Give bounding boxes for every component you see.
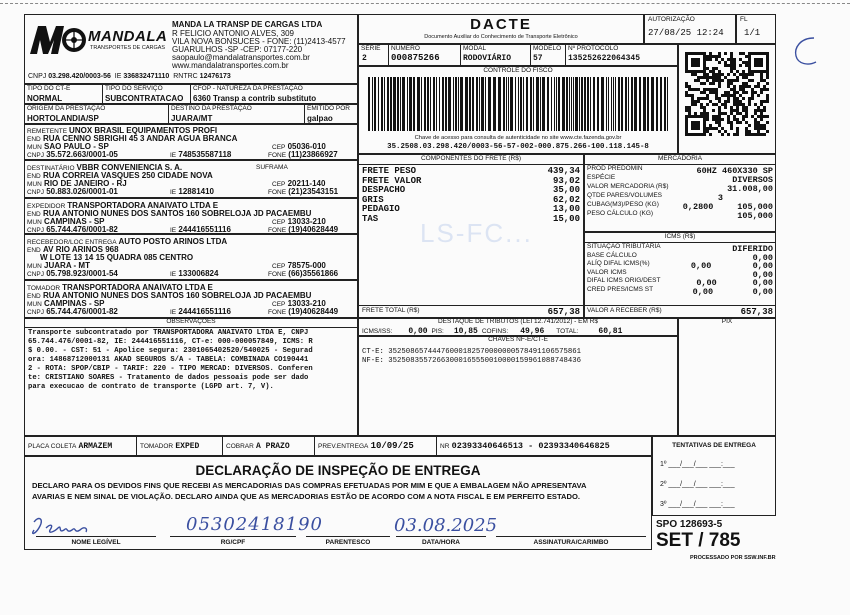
obs-line: 65.744.476/0001-82, IE: 244416551116, CT-e: 000-000057849, ICMS: R xyxy=(28,338,313,346)
ie-label: IE xyxy=(114,73,122,80)
frete-item xyxy=(362,205,580,215)
cubag-label: CUBAG(M3)/PESO (KG) xyxy=(587,201,659,208)
recebedor-end: AV RIO ARINOS 968 xyxy=(42,245,119,254)
obs-line: $ 0.00. - CST: 51 - Apolice segura: 2301065402520/540025 - Segurad xyxy=(28,347,313,355)
destinatario-ie-row: IE 12881410 xyxy=(170,187,214,196)
remetente-label: REMETENTE xyxy=(27,128,68,135)
remetente-fone-row: FONE (11)23866927 xyxy=(268,150,338,159)
tipo-serv-value: SUBCONTRATACAO xyxy=(105,94,184,103)
destinatario-end-row: END RUA CORREIA VASQUES 250 CIDADE NOVA xyxy=(27,171,213,180)
base-label: BASE CÁLCULO xyxy=(587,251,637,259)
rg-label: RG/CPF xyxy=(220,539,246,546)
expedidor-cep-row: CEP 13033-210 xyxy=(272,217,326,226)
obs-line: ora: 14868712000131 AKAD SEGUROS S/A - TABELA: COMBINADA CO190441 xyxy=(28,356,309,364)
expedidor-cnpj-row: CNPJ 65.744.476/0001-82 xyxy=(27,225,118,234)
expedidor-cep: 13033-210 xyxy=(287,217,326,226)
remetente-ie-row: IE 748535587118 xyxy=(170,150,232,159)
destinatario-end: RUA CORREIA VASQUES 250 CIDADE NOVA xyxy=(42,171,213,180)
destinatario-cep: 20211-140 xyxy=(287,179,326,188)
mercadoria-rows xyxy=(587,166,773,220)
tomador-fone: (19)40628449 xyxy=(288,307,339,316)
cubag-value: 0,2800 xyxy=(682,202,714,212)
valor-icms-value: 0,00 xyxy=(752,269,773,280)
controle-fisco-label: CONTROLE DO FISCO xyxy=(483,67,553,74)
frete-total-value: 657,38 xyxy=(547,307,580,317)
aliq-label: ALÍQ DIFAL ICMS(%) xyxy=(587,260,650,267)
icms-label: ICMS (R$) xyxy=(664,233,696,240)
remetente-cep-row: CEP 05036-010 xyxy=(272,142,326,151)
recebedor-label: RECEBEDOR/LOC ENTREGA xyxy=(27,239,117,246)
pix-label: PIX xyxy=(721,318,733,325)
icms-rows xyxy=(587,244,773,295)
nfe-key: 35250835572663000165550010000159961088748436 xyxy=(388,357,581,365)
situacao-value: DIFERIDO xyxy=(732,244,773,254)
tipo-cte-label: TIPO DO CT-E xyxy=(27,85,71,92)
receber-row xyxy=(587,307,773,317)
protocolo-value: 135252622064345 xyxy=(568,54,641,63)
destinatario-name: VBBR CONVENIENCIA S. A. xyxy=(76,163,183,172)
nr-field: NR 02393340646513 - 02393340646825 xyxy=(440,441,610,451)
nfe-key-row: NF-E: 35250835572663000165550010000159961088748436 xyxy=(362,357,581,365)
expedidor-ie-row: IE 244416551116 xyxy=(170,225,231,234)
frete-item-value: 62,02 xyxy=(552,194,580,205)
recebedor-fone: (66)35561866 xyxy=(288,269,339,278)
modal-label: MODAL xyxy=(463,45,487,52)
cfop-label: CFOP - NATUREZA DA PRESTAÇÃO xyxy=(193,85,303,92)
remetente-cnpj-row: CNPJ 35.572.663/0001-05 xyxy=(27,150,118,159)
remetente-end: RUA CENNO SBRIGHI 45 3 ANDAR AGUA BRANCA xyxy=(42,134,238,143)
destinatario-suframa: SUFRAMA xyxy=(256,164,288,171)
valor-icms-label: VALOR ICMS xyxy=(587,268,627,276)
modal-value: RODOVIÁRIO xyxy=(463,54,512,63)
frete-label: COMPONENTES DO FRETE (R$) xyxy=(420,155,522,162)
dacte-title: DACTE xyxy=(470,16,532,33)
declaracao-title: DECLARAÇÃO DE INSPEÇÃO DE ENTREGA xyxy=(195,463,481,478)
recebedor-name: AUTO POSTO ARINOS LTDA xyxy=(118,237,228,246)
rntrc-label: RNTRC xyxy=(173,73,198,80)
remetente-ie: 748535587118 xyxy=(178,150,232,159)
destinatario-mun: RIO DE JANEIRO - RJ xyxy=(44,179,127,188)
receber-label: VALOR A RECEBER (R$) xyxy=(587,307,662,314)
tributos-label: DESTAQUE DE TRIBUTOS (LEI 12.741/2012) - EM R$ xyxy=(437,318,599,325)
peso-calc-value: 105,000 xyxy=(737,211,773,221)
destinatario-mun-row: MUN RIO DE JANEIRO - RJ xyxy=(27,179,127,188)
tomador-cep-row: CEP 13033-210 xyxy=(272,299,326,308)
frete-item-name: PEDAGIO xyxy=(362,204,400,214)
difal-value: 0,00 xyxy=(696,278,717,288)
recebedor-cnpj: 05.798.923/0001-54 xyxy=(46,269,118,278)
frete-total-row xyxy=(362,307,580,317)
expedidor-mun: CAMPINAS - SP xyxy=(44,217,105,226)
handwritten-date: 03.08.2025 xyxy=(394,515,498,536)
tomador-mun: CAMPINAS - SP xyxy=(44,299,105,308)
nome-label: NOME LEGÍVEL xyxy=(71,539,121,546)
especie-label: ESPÉCIE xyxy=(587,174,616,181)
barcode-icon xyxy=(368,77,668,131)
qtde-value: 3 xyxy=(717,193,723,203)
remetente-fone: (11)23866927 xyxy=(288,150,338,159)
cred-value: 0,00 xyxy=(692,286,714,297)
frete-item-name: FRETE PESO xyxy=(362,166,417,176)
tomador-field: TOMADOR EXPED xyxy=(140,442,200,451)
destinatario-cnpj-row: CNPJ 50.883.026/0001-01 xyxy=(27,187,118,196)
cfop-value: 6360 Transp a contrib substituto xyxy=(193,94,317,103)
fl-label: FL xyxy=(740,16,748,23)
recebedor-end2: W LOTE 13 14 15 QUADRA 085 CENTRO xyxy=(40,253,194,262)
recebedor-mun: JUARA - MT xyxy=(44,261,90,270)
expedidor-fone: (19)40628449 xyxy=(288,225,339,234)
qtde-label: QTDE PARES/VOLUMES xyxy=(587,192,663,199)
remetente-cnpj: 35.572.663/0001-05 xyxy=(46,150,118,159)
peso-calc-label: PESO CÁLCULO (KG) xyxy=(587,210,654,217)
prod-label: PROD PREDOMIN xyxy=(587,165,643,172)
frete-item-value: 439,34 xyxy=(547,166,580,176)
coleta-field: PLACA COLETA ARMAZEM xyxy=(28,442,113,451)
frete-item-name: GRIS xyxy=(362,194,384,205)
destinatario-fone-row: FONE (21)23543151 xyxy=(268,187,339,196)
frete-item-name: DESPACHO xyxy=(362,185,406,195)
expedidor-name: TRANSPORTADORA ANAIVATO LTDA E xyxy=(67,201,219,210)
company-district-phone: VILA NOVA BONSUCES - FONE: (11)2413-4577 xyxy=(172,37,346,46)
remetente-mun: SAO PAULO - SP xyxy=(44,142,109,151)
autorizacao-value: 27/08/25 12:24 xyxy=(648,28,724,38)
recebedor-cnpj-row: CNPJ 05.798.923/0001-54 xyxy=(27,269,118,278)
recebedor-end-row: END AV RIO ARINOS 968 xyxy=(27,245,119,254)
destinatario-cep-row: CEP 20211-140 xyxy=(272,179,326,188)
pix-box xyxy=(678,318,776,436)
expedidor-end-row: END RUA ANTONIO NUNES DOS SANTOS 160 SOBRELOJA JD PACAEMBU xyxy=(27,209,312,218)
handwritten-name-signature xyxy=(28,512,98,542)
cred2-value: 0,00 xyxy=(752,286,773,297)
emitido-value: galpao xyxy=(307,114,333,123)
tentativa-item xyxy=(660,475,772,495)
protocolo-label: Nº PROTOCOLO xyxy=(568,45,619,52)
frete-item-name: FRETE VALOR xyxy=(362,175,422,186)
numero-value: 000875266 xyxy=(391,53,440,63)
autorizacao-label: AUTORIZAÇÃO xyxy=(648,16,695,23)
modelo-label: MODELO xyxy=(533,45,562,52)
destinatario-label: DESTINATÁRIO xyxy=(27,165,75,172)
expedidor-end: RUA ANTONIO NUNES DOS SANTOS 160 SOBRELOJA JD PACAEMBU xyxy=(42,209,312,218)
destinatario-cnpj: 50.883.026/0001-01 xyxy=(46,187,118,196)
footer-processado: PROCESSADO POR SSW.INF.BR xyxy=(690,555,776,561)
chaves-label: CHAVES NF-E/CT-E xyxy=(488,336,548,343)
serie-label: SÉRIE xyxy=(361,45,381,52)
tomador-name: TRANSPORTADORA ANAIVATO LTDA E xyxy=(62,283,213,292)
tomador-mun-row: MUN CAMPINAS - SP xyxy=(27,299,105,308)
destino-value: JUARA/MT xyxy=(171,114,213,123)
set-code: SET / 785 xyxy=(656,530,741,551)
cnpj-label: CNPJ xyxy=(28,73,47,80)
expedidor-cnpj: 65.744.476/0001-82 xyxy=(46,225,118,234)
spo-code: SPO 128693-5 xyxy=(656,519,723,530)
frete-item-value: 13,00 xyxy=(552,204,580,214)
handwritten-rg: 05302418190 xyxy=(186,514,323,535)
prev-entrega-field: PREV.ENTREGA 10/09/25 xyxy=(318,441,414,451)
obs-line: te: CRISTIANO SOARES - Tratamento de dados pessoais pode ser dado xyxy=(28,374,309,382)
recebedor-ie-row: IE 133006824 xyxy=(170,269,219,278)
frete-item-value: 93,02 xyxy=(552,175,580,186)
valor-merc-value: 31.008,00 xyxy=(727,184,773,194)
tomador-cnpj-row: CNPJ 65.744.476/0001-82 xyxy=(27,307,118,316)
tributos-icmsiss: 0,00 xyxy=(408,327,428,336)
modelo-value: 57 xyxy=(533,54,543,63)
expedidor-ie: 244416551116 xyxy=(178,225,231,234)
obs-line: 2 - ROTA: SPOP/CBIP - TARIF: 220 - TIPO MERCAD: DIVERSOS. Conferen xyxy=(28,365,313,373)
consulta-text: Chave de acesso para consulta de autenticidade no site www.cte.fazenda.gov.br xyxy=(414,135,622,141)
recebedor-cep-row: CEP 78575-000 xyxy=(272,261,326,270)
chave-acesso: 35.2508.03.298.420/0003-56-57-002-000.875.266-100.118.145-8 xyxy=(387,143,649,151)
aliq-value: 0,00 xyxy=(690,261,712,271)
tributos-total: 60,81 xyxy=(598,327,623,336)
tomador-cnpj: 65.744.476/0001-82 xyxy=(46,307,118,316)
obs-line: para execucao de contrato de transporte (LGPD art. 7, V). xyxy=(28,383,274,391)
origem-label: ORIGEM DA PRESTAÇÃO xyxy=(27,105,106,112)
tomador-ie: 244416551116 xyxy=(178,307,231,316)
tentativas-label: TENTATIVAS DE ENTREGA xyxy=(672,442,756,449)
cobrar-field: COBRAR A PRAZO xyxy=(226,442,290,451)
tributos-pis: 10,85 xyxy=(453,327,478,336)
especie-value: DIVERSOS xyxy=(732,175,773,185)
company-address: R FELICIO ANTONIO ALVES, 309 xyxy=(172,29,294,38)
company-name: MANDA LA TRANSP DE CARGAS LTDA xyxy=(172,20,323,29)
recebedor-cep: 78575-000 xyxy=(287,261,326,270)
company-site: www.mandalatransportes.com.br xyxy=(172,61,289,70)
qr-code-icon xyxy=(685,52,769,136)
cut-line xyxy=(0,3,850,4)
remetente-end-row: END RUA CENNO SBRIGHI 45 3 ANDAR AGUA BRANCA xyxy=(27,134,238,143)
remetente-mun-row: MUN SAO PAULO - SP xyxy=(27,142,109,151)
destinatario-ie: 12881410 xyxy=(178,187,214,196)
declaracao-line2: AVARIAS E NEM SINAL DE VIOLAÇÃO. DECLARO AINDA QUE AS MERCADORIAS ESTÃO DE ACORDO COM A NOTA FISCAL E EM PERFEITO ESTADO. xyxy=(32,492,581,501)
tentativa-number: 3º xyxy=(660,501,669,508)
expedidor-label: EXPEDIDOR xyxy=(27,203,66,210)
company-id-row xyxy=(28,73,231,81)
tomador-label: TOMADOR xyxy=(27,285,61,292)
obs-text xyxy=(28,329,356,392)
mercadoria-label: MERCADORIA xyxy=(657,155,703,162)
tentativa-number: 2º xyxy=(660,481,669,488)
base-value: 0,00 xyxy=(752,252,773,263)
difal-label: DIFAL ICMS ORIG/DEST xyxy=(587,277,661,284)
dacte-subtitle: Documento Auxiliar do Conhecimento de Transporte Eletrônico xyxy=(424,34,578,40)
destino-label: DESTINO DA PRESTAÇÃO xyxy=(171,105,252,112)
tentativa-blank: ___/___/___ ___:___ xyxy=(668,481,735,488)
tomador-end-row: END RUA ANTONIO NUNES DOS SANTOS 160 SOBRELOJA JD PACAEMBU xyxy=(27,291,312,300)
declaracao-line1: DECLARO PARA OS DEVIDOS FINS QUE RECEBI AS MERCADORIAS DAS COMPRAS EFETUADAS POR MIM E QUE A EMBALAGEM NÃO APRESENTAVA xyxy=(32,481,587,490)
tipo-serv-label: TIPO DO SERVIÇO xyxy=(105,85,163,92)
pen-mark xyxy=(790,34,820,70)
cred-label: CRED PRES/ICMS ST xyxy=(587,285,654,293)
expedidor-mun-row: MUN CAMPINAS - SP xyxy=(27,217,105,226)
remetente-cep: 05036-010 xyxy=(287,142,326,151)
tomador-cep: 13033-210 xyxy=(287,299,326,308)
tentativa-blank: ___/___/___ ___:___ xyxy=(668,501,735,508)
tomador-end: RUA ANTONIO NUNES DOS SANTOS 160 SOBRELOJA JD PACAEMBU xyxy=(42,291,312,300)
obs-line: Transporte subcontratado por TRANSPORTADORA ANAIVATO LTDA E, CNPJ xyxy=(28,329,309,337)
prod-value: 60HZ 460X330 SP xyxy=(696,166,773,176)
tributos-row: ICMS/ISS: 0,00 PIS: 10,85 COFINS: 49,96 TOTAL: 60,81 xyxy=(362,327,623,336)
cte-key-row: CT-E: 35250865744476000182570000000578491106575861 xyxy=(362,348,581,356)
logo-text: MANDALA xyxy=(88,28,168,45)
recebedor-fone-row: FONE (66)35561866 xyxy=(268,269,339,278)
remetente-name: UNOX BRASIL EQUIPAMENTOS PROFI xyxy=(69,126,218,135)
peso-value: 105,000 xyxy=(737,202,773,212)
numero-label: NÚMERO xyxy=(391,45,420,52)
destinatario-fone: (21)23543151 xyxy=(288,187,339,196)
emitido-label: EMITIDO POR xyxy=(307,105,350,112)
tentativas-list xyxy=(660,455,772,515)
logo-subtext: TRANSPORTES DE CARGAS xyxy=(90,45,166,51)
origem-value: HORTOLANDIA/SP xyxy=(27,114,99,123)
data-label: DATA/HORA xyxy=(421,539,461,546)
frete-total-label: FRETE TOTAL (R$) xyxy=(362,307,420,314)
tentativa-number: 1º xyxy=(660,461,669,468)
fl-value: 1/1 xyxy=(744,28,761,38)
expedidor-fone-row: FONE (19)40628449 xyxy=(268,225,339,234)
tomador-fone-row: FONE (19)40628449 xyxy=(268,307,339,316)
cte-key: 35250865744476000182570000000578491106575861 xyxy=(388,348,581,356)
company-cnpj: 03.298.420/0003-56 xyxy=(48,73,111,80)
aliq2-value: 0,00 xyxy=(752,261,773,271)
company-rntrc: 12476173 xyxy=(199,73,231,80)
recebedor-mun-row: MUN JUARA - MT xyxy=(27,261,90,270)
tomador-ie-row: IE 244416551116 xyxy=(170,307,231,316)
tentativa-blank: ___/___/___ ___:___ xyxy=(668,461,735,468)
frete-item-value: 35,00 xyxy=(552,185,580,195)
difal2-value: 0,00 xyxy=(752,278,773,288)
tipo-cte-value: NORMAL xyxy=(27,94,63,103)
frete-item xyxy=(362,186,580,196)
frete-item-value: 15,00 xyxy=(552,213,580,224)
company-ie: 336832471110 xyxy=(123,73,170,80)
frete-item-name: TAS xyxy=(362,213,379,224)
valor-merc-label: VALOR MERCADORIA (R$) xyxy=(587,183,669,190)
assinatura-label: ASSINATURA/CARIMBO xyxy=(533,539,609,546)
company-email: saopaulo@mandalatransportes.com.br xyxy=(172,53,310,62)
receber-value: 657,38 xyxy=(740,307,773,317)
obs-label: OBSERVAÇÕES xyxy=(166,318,216,325)
serie-value: 2 xyxy=(362,54,367,63)
tributos-cofins: 49,96 xyxy=(520,327,545,336)
recebedor-ie: 133006824 xyxy=(178,269,219,278)
situacao-label: SITUAÇÃO TRIBUTÁRIA xyxy=(587,243,661,250)
tentativa-item xyxy=(660,455,772,475)
tentativa-item xyxy=(660,495,772,515)
company-city: GUARULHOS -SP -CEP: 07177-220 xyxy=(172,45,303,54)
frete-items xyxy=(362,167,580,224)
parentesco-label: PARENTESCO xyxy=(325,539,371,546)
watermark: LS-FC... xyxy=(420,218,533,248)
